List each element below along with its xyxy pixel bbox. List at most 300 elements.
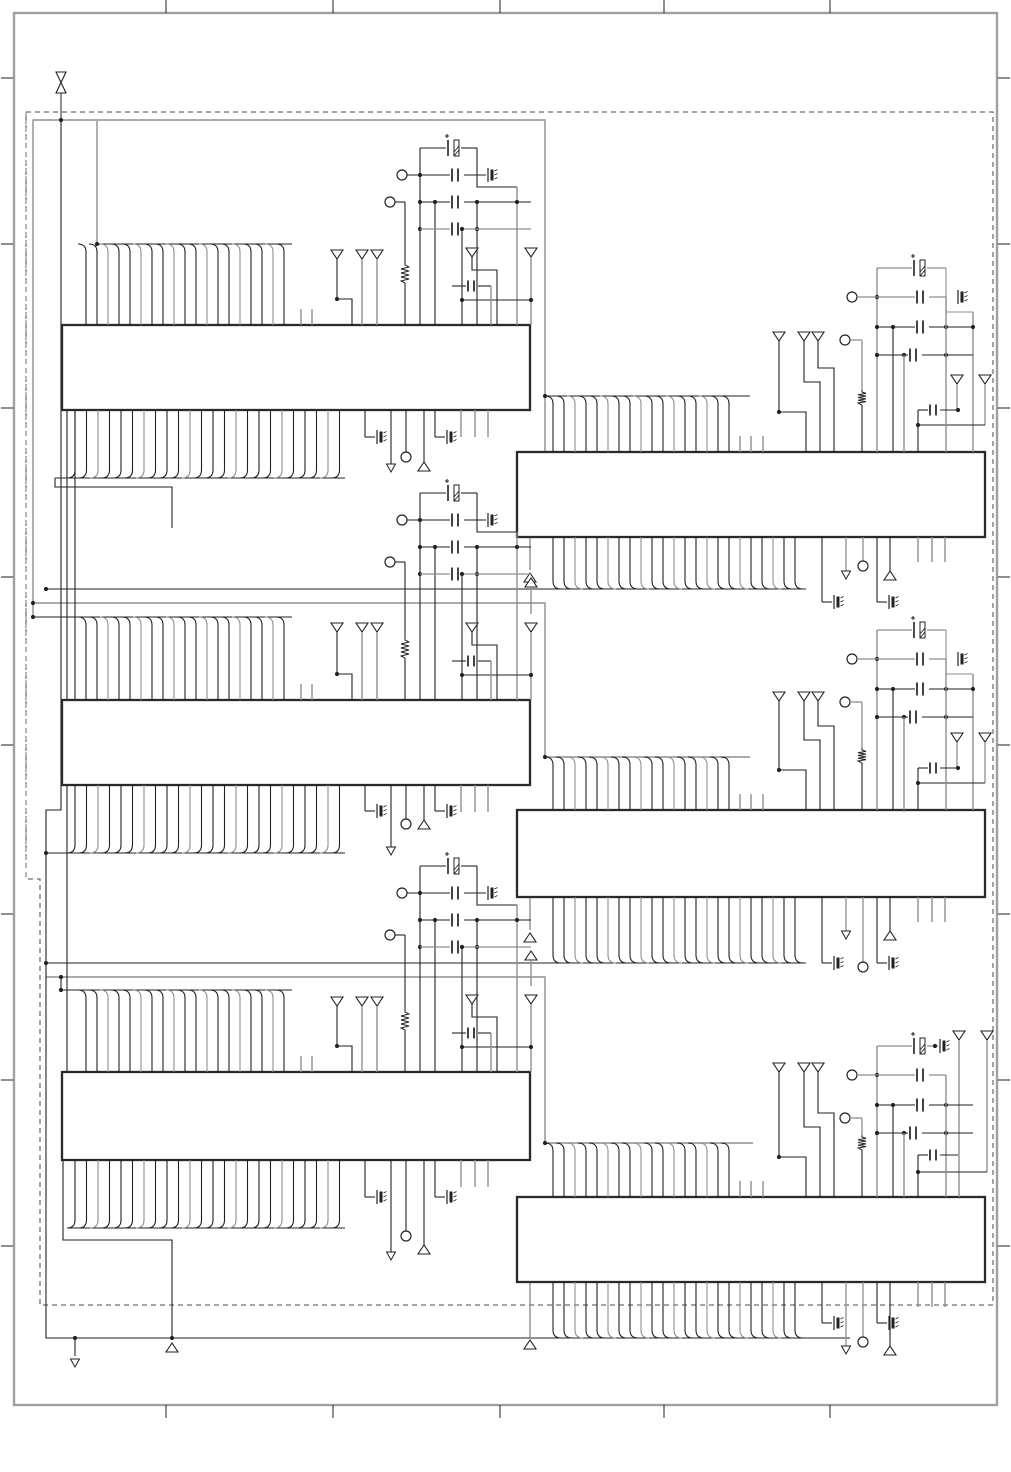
bus-wire — [205, 1160, 213, 1228]
bus-wire — [217, 1160, 225, 1228]
terminal-circle-icon — [385, 557, 395, 567]
bus-wire — [210, 617, 218, 700]
wire — [896, 1318, 899, 1320]
wire — [454, 436, 457, 438]
junction-dot — [44, 961, 48, 965]
wire — [495, 523, 498, 525]
down-flag-icon — [979, 733, 991, 742]
wire — [472, 632, 497, 700]
bus-wire — [309, 785, 317, 853]
bus-wire — [718, 897, 726, 963]
bus-wire — [773, 1282, 781, 1338]
bus-wire — [122, 244, 130, 325]
bus-wire — [194, 1160, 202, 1228]
bus-wire — [217, 410, 225, 478]
bus-wire — [677, 396, 685, 452]
bus-wire — [155, 244, 163, 325]
wire — [841, 958, 844, 960]
bus-wire — [251, 1160, 259, 1228]
bus-wire — [696, 1282, 704, 1338]
bus-wire — [194, 410, 202, 478]
bus-wire — [699, 1143, 707, 1197]
bus-wire — [707, 897, 715, 963]
bus-wire — [685, 897, 693, 963]
bus-wire — [90, 1160, 98, 1228]
bus-wire — [721, 1143, 729, 1197]
bus-wire — [666, 396, 674, 452]
bus-wire — [297, 1160, 305, 1228]
bus-wire — [589, 396, 597, 452]
wire — [384, 1192, 387, 1194]
terminal-circle-icon — [840, 1113, 850, 1123]
bus-wire — [79, 785, 87, 853]
right-cell-2 — [545, 616, 991, 972]
terminal-circle-icon — [385, 930, 395, 940]
bus-wire — [297, 785, 305, 853]
bus-wire — [67, 785, 75, 853]
termination-bar-icon — [889, 595, 899, 609]
bus-wire — [685, 1282, 693, 1338]
down-flag-icon — [798, 692, 810, 701]
terminal-circle-icon — [397, 170, 407, 180]
bus-wire — [136, 1160, 144, 1228]
bus-wire — [608, 537, 616, 589]
bus-wire — [619, 1282, 627, 1338]
wire — [401, 263, 409, 283]
wire — [965, 296, 968, 298]
bus-wire — [286, 1160, 294, 1228]
wire — [841, 605, 844, 607]
bus-wire — [633, 1143, 641, 1197]
bus-wire — [89, 244, 97, 325]
bus-wire — [263, 1160, 271, 1228]
bus-wire — [696, 537, 704, 589]
ground-arrow-icon — [387, 1252, 396, 1260]
bus-wire — [148, 1160, 156, 1228]
terminal-circle-icon — [840, 335, 850, 345]
bus-wire — [795, 537, 803, 589]
bus-wire — [297, 410, 305, 478]
bus-wire — [286, 410, 294, 478]
bus-wire — [243, 244, 251, 325]
bus-wire — [188, 617, 196, 700]
bus-wire — [102, 410, 110, 478]
left-cell-1 — [55, 134, 537, 478]
bus-wire — [644, 1143, 652, 1197]
bus-wire — [795, 1282, 803, 1338]
ic-block-R3 — [517, 1197, 985, 1282]
down-flag-icon — [981, 1031, 993, 1040]
wire — [965, 662, 968, 664]
wire — [858, 748, 866, 763]
wire — [337, 674, 352, 700]
bus-wire — [171, 785, 179, 853]
terminal-circle-icon — [401, 452, 411, 462]
bus-wire — [125, 1160, 133, 1228]
bus-wire — [630, 1282, 638, 1338]
bus-wire — [729, 537, 737, 589]
left-cell-2 — [33, 479, 537, 855]
bus-wire — [633, 757, 641, 810]
down-flag-icon — [371, 250, 383, 259]
termination-bar-icon — [377, 1190, 387, 1204]
wire — [472, 1004, 497, 1072]
bus-wire — [78, 244, 86, 325]
bus-wire — [78, 990, 86, 1072]
terminal-circle-icon — [397, 888, 407, 898]
termination-bar-icon — [889, 956, 899, 970]
up-flag-icon — [525, 951, 537, 960]
bus-wire — [740, 1282, 748, 1338]
bus-wire — [688, 757, 696, 810]
ground-arrow-icon — [71, 1359, 80, 1367]
termination-bar-icon — [488, 168, 498, 182]
bus-wire — [784, 1282, 792, 1338]
bus-wire — [182, 785, 190, 853]
bus-wire — [79, 1160, 87, 1228]
bus-wire — [166, 617, 174, 700]
bus-wire — [751, 897, 759, 963]
wire — [384, 814, 387, 816]
wire — [472, 257, 497, 325]
bus-wire — [177, 617, 185, 700]
bus-wire — [276, 244, 284, 325]
termination-bar-icon — [834, 956, 844, 970]
down-flag-icon — [951, 733, 963, 742]
bus-wire — [199, 990, 207, 1072]
bus-wire — [674, 537, 682, 589]
bus-wire — [622, 1143, 630, 1197]
ic-block-L1 — [62, 325, 530, 410]
wire — [965, 654, 968, 656]
wire — [841, 597, 844, 599]
termination-bar-icon — [447, 430, 457, 444]
down-flag-icon — [356, 250, 368, 259]
bus-wire — [90, 785, 98, 853]
junction-dot — [59, 975, 63, 979]
down-flag-icon — [798, 1063, 810, 1072]
wire — [495, 170, 498, 172]
wire — [965, 658, 968, 660]
bus-wire — [274, 1160, 282, 1228]
down-flag-icon — [466, 248, 478, 257]
terminal-circle-icon — [847, 292, 857, 302]
junction-dot — [44, 587, 48, 591]
down-flag-icon — [466, 623, 478, 632]
bus-wire — [251, 410, 259, 478]
bus-wire — [575, 1282, 583, 1338]
termination-bar-icon — [447, 804, 457, 818]
bus-wire — [89, 990, 97, 1072]
bus-wire — [332, 1160, 340, 1228]
bus-wire — [655, 396, 663, 452]
wire — [384, 436, 387, 438]
bus-wire — [133, 617, 141, 700]
terminal-circle-icon — [847, 654, 857, 664]
bus-wire — [630, 897, 638, 963]
bus-wire — [125, 785, 133, 853]
wire — [477, 493, 517, 532]
wire — [841, 601, 844, 603]
wire — [401, 1010, 409, 1030]
bus-wire — [619, 897, 627, 963]
wire — [495, 892, 498, 894]
terminal-circle-icon — [840, 697, 850, 707]
down-flag-icon — [371, 623, 383, 632]
bus-wire — [79, 410, 87, 478]
up-flag-icon — [524, 1340, 536, 1349]
wire — [965, 292, 968, 294]
bus-wire — [740, 537, 748, 589]
bus-wire — [188, 244, 196, 325]
bus-wire — [243, 617, 251, 700]
ic-block-L2 — [62, 700, 530, 785]
bus-wire — [155, 990, 163, 1072]
wire — [477, 148, 517, 187]
polarized-capacitor-icon — [911, 1032, 925, 1054]
bus-wire — [622, 757, 630, 810]
wire — [454, 440, 457, 442]
bus-wire — [182, 1160, 190, 1228]
junction-dot — [31, 601, 35, 605]
wire — [896, 597, 899, 599]
ic-blocks — [62, 325, 985, 1282]
bus-wire — [276, 617, 284, 700]
wire — [495, 888, 498, 890]
bus-wire — [240, 410, 248, 478]
wire — [337, 1046, 352, 1072]
down-flag-icon — [356, 997, 368, 1006]
wire — [947, 1041, 950, 1043]
bus-wire — [136, 410, 144, 478]
wire — [495, 519, 498, 521]
bus-wire — [721, 757, 729, 810]
wire — [896, 966, 899, 968]
wire — [896, 605, 899, 607]
wire — [495, 515, 498, 517]
bus-wire — [199, 617, 207, 700]
bus-wire — [232, 990, 240, 1072]
wire — [495, 174, 498, 176]
bus-wire — [78, 617, 86, 700]
down-flag-icon — [951, 375, 963, 384]
wire — [896, 1326, 899, 1328]
bus-wire — [100, 244, 108, 325]
bus-wire — [762, 537, 770, 589]
bus-wire — [265, 244, 273, 325]
bus-wire — [784, 537, 792, 589]
down-flag-icon — [525, 623, 537, 632]
bus-wire — [286, 785, 294, 853]
bus-wire — [102, 785, 110, 853]
bus-wire — [221, 990, 229, 1072]
bus-wire — [100, 617, 108, 700]
bus-wire — [332, 410, 340, 478]
polarized-capacitor-icon — [445, 134, 459, 156]
bus-wire — [600, 396, 608, 452]
bus-wire — [182, 410, 190, 478]
terminal-circle-icon — [401, 1231, 411, 1241]
bus-wire — [159, 1160, 167, 1228]
bus-wire — [564, 897, 572, 963]
bus-wire — [545, 1143, 553, 1197]
bus-wire — [553, 537, 561, 589]
bus-wire — [155, 617, 163, 700]
wire — [454, 432, 457, 434]
bus-wire — [111, 617, 119, 700]
bus-wire — [586, 1282, 594, 1338]
terminal-circle-icon — [401, 819, 411, 829]
wire — [841, 962, 844, 964]
bus-wire — [740, 897, 748, 963]
bus-wire — [762, 1282, 770, 1338]
bus-wire — [644, 757, 652, 810]
termination-bar-icon — [377, 804, 387, 818]
bus-wire — [67, 1160, 75, 1228]
bus-wire — [228, 410, 236, 478]
up-flag-icon — [418, 1245, 430, 1254]
wire — [454, 810, 457, 812]
bus-wire — [251, 785, 259, 853]
bus-wire — [276, 990, 284, 1072]
bus-wire — [633, 396, 641, 452]
bus-wire — [332, 785, 340, 853]
bus-wire — [655, 757, 663, 810]
bus-wire — [171, 1160, 179, 1228]
ground-arrow-icon — [387, 847, 396, 855]
up-flag-icon — [884, 931, 896, 940]
bus-wire — [652, 897, 660, 963]
polarized-capacitor-icon — [445, 852, 459, 874]
wire — [965, 300, 968, 302]
wire — [384, 440, 387, 442]
bus-wire — [228, 785, 236, 853]
wire — [946, 630, 973, 674]
right-cell-3 — [545, 1031, 993, 1355]
down-flag-icon — [525, 995, 537, 1004]
bus-wire — [762, 897, 770, 963]
up-flag-icon — [418, 820, 430, 829]
bus-wire — [122, 617, 130, 700]
bus-wire — [721, 396, 729, 452]
left-cell-3 — [61, 852, 537, 1260]
down-flag-icon — [331, 997, 343, 1006]
bus-wire — [597, 897, 605, 963]
bus-wire — [663, 1282, 671, 1338]
wire — [841, 1322, 844, 1324]
bus-wire — [586, 537, 594, 589]
bus-wire — [696, 897, 704, 963]
bus-wire — [652, 537, 660, 589]
wire — [454, 1200, 457, 1202]
bus-wire — [564, 537, 572, 589]
junction-dot — [777, 1155, 781, 1159]
bus-wire — [320, 410, 328, 478]
bus-wire — [553, 1282, 561, 1338]
junction-dot — [933, 1044, 937, 1048]
bus-wire — [751, 1282, 759, 1338]
down-flag-icon — [331, 623, 343, 632]
bus-wire — [194, 785, 202, 853]
bus-wire — [630, 537, 638, 589]
wire — [896, 1322, 899, 1324]
bus-wire — [100, 990, 108, 1072]
bus-wire — [309, 1160, 317, 1228]
ground-arrow-icon — [842, 1346, 851, 1354]
bus-wire — [125, 410, 133, 478]
bus-wire — [166, 244, 174, 325]
junction-dot — [59, 118, 63, 122]
bus-wire — [641, 537, 649, 589]
bus-wire — [773, 897, 781, 963]
down-flag-icon — [798, 332, 810, 341]
bus-wire — [274, 410, 282, 478]
bus-wire — [90, 410, 98, 478]
ic-block-R1 — [517, 452, 985, 537]
bus-wire — [567, 396, 575, 452]
wire — [454, 1192, 457, 1194]
wire — [55, 478, 172, 528]
bus-wire — [556, 1143, 564, 1197]
bus-wire — [111, 244, 119, 325]
bus-wire — [254, 244, 262, 325]
bus-wire — [677, 1143, 685, 1197]
junction-dot — [777, 768, 781, 772]
bus-wire — [545, 757, 553, 810]
wire — [384, 810, 387, 812]
wire — [896, 601, 899, 603]
bus-wire — [228, 1160, 236, 1228]
bus-wire — [718, 537, 726, 589]
bus-wire — [133, 244, 141, 325]
down-flag-icon — [466, 995, 478, 1004]
bus-wire — [144, 990, 152, 1072]
junction-dot — [73, 1336, 77, 1340]
wire — [495, 178, 498, 180]
bus-wire — [177, 244, 185, 325]
up-flag-icon — [418, 462, 430, 471]
bus-wire — [567, 1143, 575, 1197]
bus-wire — [564, 1282, 572, 1338]
bus-wire — [122, 990, 130, 1072]
wire — [779, 701, 806, 810]
bus-wire — [575, 897, 583, 963]
bus-wire — [210, 990, 218, 1072]
termination-bar-icon — [940, 1039, 950, 1053]
bus-wire — [586, 897, 594, 963]
termination-bar-icon — [488, 886, 498, 900]
wire — [841, 1318, 844, 1320]
wire — [384, 1196, 387, 1198]
down-flag-icon — [773, 692, 785, 701]
down-flag-icon — [331, 250, 343, 259]
down-flag-icon — [773, 1063, 785, 1072]
wire — [841, 966, 844, 968]
wire — [384, 1200, 387, 1202]
bus-wire — [663, 897, 671, 963]
bus-wire — [148, 785, 156, 853]
down-flag-icon — [773, 332, 785, 341]
bus-wire — [707, 1282, 715, 1338]
right-cell-1 — [545, 254, 991, 609]
bus-wire — [589, 757, 597, 810]
bus-wire — [608, 897, 616, 963]
bus-wire — [113, 410, 121, 478]
bus-wire — [113, 1160, 121, 1228]
bus-wire — [111, 990, 119, 1072]
wire — [337, 299, 352, 325]
bus-wire — [644, 396, 652, 452]
